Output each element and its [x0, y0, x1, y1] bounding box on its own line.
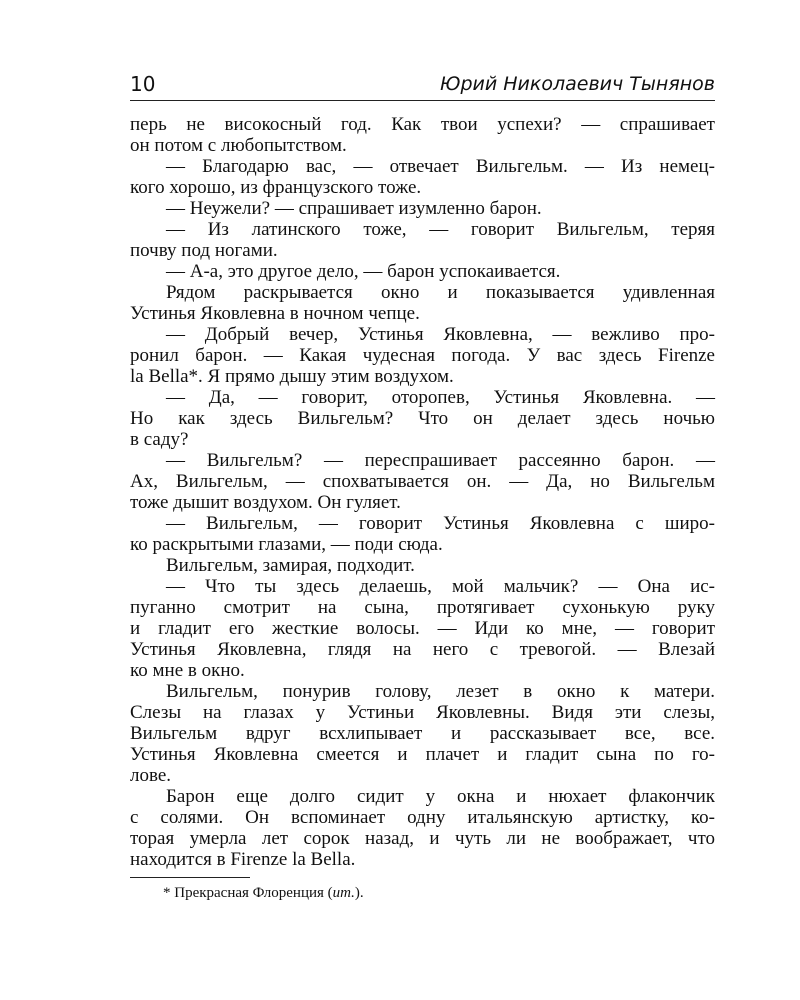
text-line: la Bella*. Я прямо дышу этим воздухом.: [130, 366, 454, 387]
text-line: Устинья Яковлевна смеется и плачет и гладит сына по го-: [130, 744, 715, 765]
text-line: — Добрый вечер, Устинья Яковлевна, — вежливо про-: [166, 324, 715, 345]
text-line: торая умерла лет сорок назад, и чуть ли не воображает, что: [130, 828, 715, 849]
body-text: [130, 114, 715, 870]
text-line: Барон еще долго сидит у окна и нюхает флакончик: [166, 786, 715, 807]
text-line: и гладит его жесткие волосы. — Иди ко мне, — говорит: [130, 618, 715, 639]
text-line: лове.: [130, 765, 172, 786]
text-line: — Да, — говорит, оторопев, Устинья Яковлевна. —: [166, 387, 715, 408]
text-line: Вильгельм, замирая, подходит.: [166, 555, 415, 576]
running-head-author: Юрий Николаевич Тынянов: [439, 73, 715, 95]
text-line: Вильгельм вдруг всхлипывает и рассказывает все, все.: [130, 723, 715, 744]
footnote-rule: [130, 877, 250, 878]
footnote-suffix: ).: [354, 885, 364, 901]
footnote-prefix: * Прекрасная Флоренция (: [163, 885, 333, 901]
text-line: — Вильгельм, — говорит Устинья Яковлевна с широ-: [166, 513, 715, 534]
text-line: перь не високосный год. Как твои успехи? — спрашивает: [130, 114, 715, 135]
text-line: с солями. Он вспоминает одну итальянскую артистку, ко-: [130, 807, 715, 828]
text-line: Слезы на глазах у Устиньи Яковлевны. Видя эти слезы,: [130, 702, 715, 723]
text-line: кого хорошо, из французского тоже.: [130, 177, 422, 198]
text-line: — А-а, это другое дело, — барон успокаивается.: [166, 261, 561, 282]
header-rule: [130, 100, 715, 101]
footnote-abbrev: ит.: [332, 885, 355, 901]
text-line: — Благодарю вас, — отвечает Вильгельм. — Из немец-: [166, 156, 715, 177]
footnote: [163, 885, 364, 902]
text-line: в саду?: [130, 429, 189, 450]
text-line: ко мне в окно.: [130, 660, 245, 681]
text-line: ронил барон. — Какая чудесная погода. У вас здесь Firenze: [130, 345, 715, 366]
text-line: Ах, Вильгельм, — спохватывается он. — Да, но Вильгельм: [130, 471, 715, 492]
text-line: Но как здесь Вильгельм? Что он делает здесь ночью: [130, 408, 715, 429]
text-line: Устинья Яковлевна в ночном чепце.: [130, 303, 420, 324]
text-line: он потом с любопытством.: [130, 135, 347, 156]
text-line: Устинья Яковлевна, глядя на него с тревогой. — Влезай: [130, 639, 715, 660]
text-line: — Что ты здесь делаешь, мой мальчик? — Она ис-: [166, 576, 715, 597]
text-line: — Вильгельм? — переспрашивает рассеянно барон. —: [166, 450, 715, 471]
text-line: — Неужели? — спрашивает изумленно барон.: [166, 198, 542, 219]
text-line: — Из латинского тоже, — говорит Вильгельм, теряя: [166, 219, 715, 240]
text-line: Вильгельм, понурив голову, лезет в окно к матери.: [166, 681, 715, 702]
text-line: Рядом раскрывается окно и показывается удивленная: [166, 282, 715, 303]
text-line: пуганно смотрит на сына, протягивает сухонькую руку: [130, 597, 715, 618]
text-line: находится в Firenze la Bella.: [130, 849, 356, 870]
text-line: ко раскрытыми глазами, — поди сюда.: [130, 534, 443, 555]
text-line: тоже дышит воздухом. Он гуляет.: [130, 492, 401, 513]
text-line: почву под ногами.: [130, 240, 278, 261]
page-number: 10: [130, 72, 156, 96]
